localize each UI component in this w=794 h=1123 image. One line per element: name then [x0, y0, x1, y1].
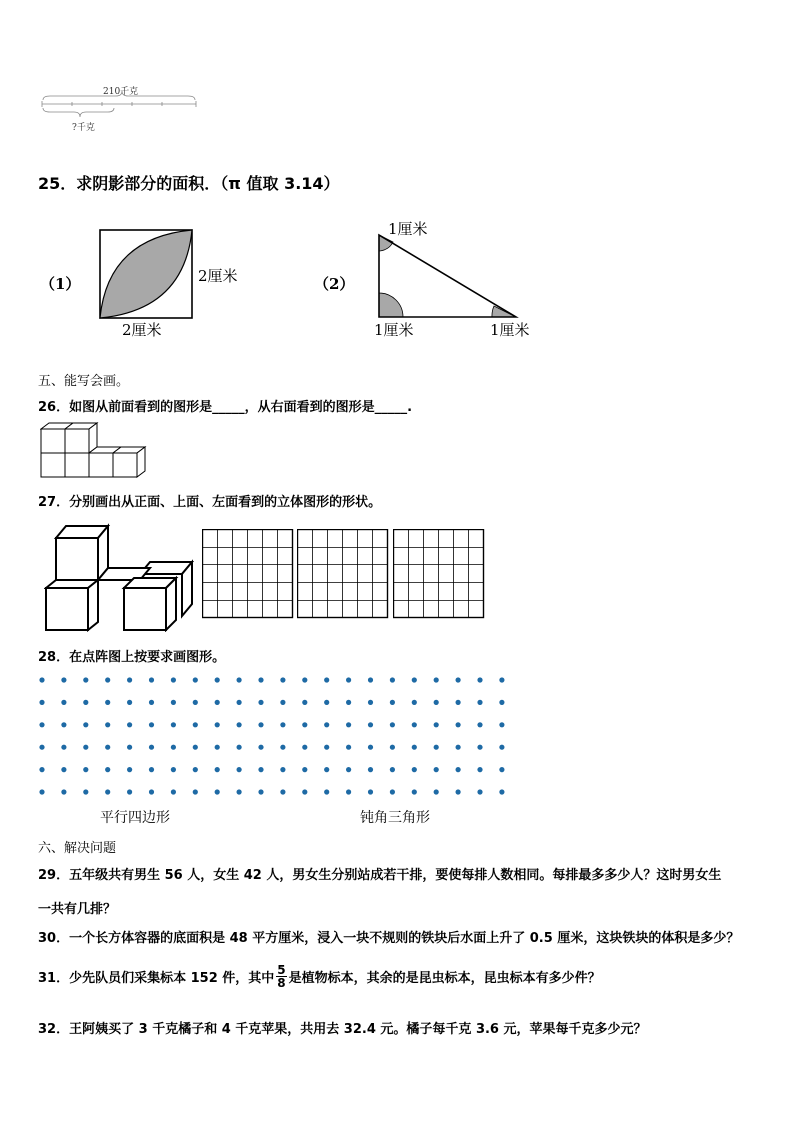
grid-dot	[412, 767, 417, 772]
grid-dot	[302, 677, 307, 682]
q28-label-parallelogram: 平行四边形	[100, 810, 170, 826]
grid-dot	[258, 722, 263, 727]
grid-dot	[127, 745, 132, 750]
grid-dot	[39, 767, 44, 772]
grid-dot	[412, 745, 417, 750]
grid-dot	[215, 745, 220, 750]
grid-dot	[346, 745, 351, 750]
grid-dot	[39, 745, 44, 750]
section5-heading: 五、能写会画。	[38, 374, 130, 389]
q28-label-obtuse-triangle: 钝角三角形	[360, 810, 430, 826]
grid-dot	[61, 789, 66, 794]
grid-dot	[499, 700, 504, 705]
grid-dot	[171, 789, 176, 794]
grid-dot	[127, 767, 132, 772]
grid-dot	[456, 789, 461, 794]
q31-fraction-denominator: 8	[277, 976, 286, 990]
grid-dot	[434, 745, 439, 750]
q28-text: 28．在点阵图上按要求画图形。	[38, 650, 226, 665]
grid-dot	[171, 677, 176, 682]
grid-dot	[149, 745, 154, 750]
grid-dot	[368, 745, 373, 750]
grid-dot	[368, 767, 373, 772]
grid-dot	[302, 745, 307, 750]
grid-dot	[302, 722, 307, 727]
grid-dot	[193, 745, 198, 750]
grid-dot	[39, 789, 44, 794]
grid-dot	[61, 677, 66, 682]
q31-fraction-numerator: 5	[277, 963, 286, 977]
grid-dot	[456, 677, 461, 682]
q27-grid-top	[297, 529, 389, 619]
grid-dot	[39, 722, 44, 727]
q25-figure-2	[376, 228, 521, 320]
grid-dot	[237, 767, 242, 772]
grid-dot	[193, 767, 198, 772]
grid-dot	[193, 722, 198, 727]
q27-grid-left	[393, 529, 485, 619]
grid-dot	[105, 767, 110, 772]
grid-dot	[171, 745, 176, 750]
grid-dot	[390, 789, 395, 794]
grid-dot	[477, 677, 482, 682]
grid-dot	[127, 700, 132, 705]
grid-dot	[434, 767, 439, 772]
grid-dot	[368, 700, 373, 705]
q31-text	[38, 964, 601, 989]
grid-dot	[83, 789, 88, 794]
grid-dot	[434, 722, 439, 727]
grid-dot	[499, 789, 504, 794]
grid-dot	[215, 677, 220, 682]
q29-line1: 29．五年级共有男生 56 人，女生 42 人，男女生分别站成若干排，要使每排人数相同。每排最多多少人？这时男女生	[38, 868, 722, 883]
grid-dot	[390, 745, 395, 750]
grid-dot	[149, 767, 154, 772]
q31-text-before: 31．少先队员们采集标本 152 件，其中	[38, 971, 275, 986]
bar-top-label: 210千克	[103, 87, 139, 97]
grid-dot	[280, 700, 285, 705]
grid-dot	[237, 722, 242, 727]
q29-line2: 一共有几排？	[38, 902, 117, 917]
grid-dot	[280, 722, 285, 727]
grid-dot	[237, 789, 242, 794]
q31-fraction	[276, 964, 286, 989]
grid-dot	[83, 677, 88, 682]
grid-dot	[499, 745, 504, 750]
grid-dot	[434, 677, 439, 682]
grid-dot	[215, 722, 220, 727]
q25-fig1-side-label: 2厘米	[198, 267, 238, 285]
grid-dot	[39, 700, 44, 705]
grid-dot	[477, 789, 482, 794]
grid-dot	[324, 700, 329, 705]
grid-dot	[346, 789, 351, 794]
grid-dot	[434, 700, 439, 705]
grid-dot	[149, 700, 154, 705]
grid-dot	[61, 700, 66, 705]
grid-dot	[258, 745, 263, 750]
grid-dot	[237, 677, 242, 682]
q27-text: 27．分别画出从正面、上面、左面看到的立体图形的形状。	[38, 495, 382, 510]
grid-dot	[127, 722, 132, 727]
grid-dot	[412, 789, 417, 794]
q25-fig2-bottom-right-label: 1厘米	[490, 321, 530, 339]
grid-dot	[477, 700, 482, 705]
grid-dot	[105, 722, 110, 727]
q25-fig2-top-label: 1厘米	[388, 220, 428, 238]
q31-text-after: 是植物标本，其余的是昆虫标本，昆虫标本有多少件？	[288, 971, 601, 986]
grid-dot	[280, 789, 285, 794]
grid-dot	[127, 789, 132, 794]
grid-dot	[280, 677, 285, 682]
grid-dot	[346, 722, 351, 727]
grid-dot	[390, 700, 395, 705]
grid-dot	[324, 789, 329, 794]
grid-dot	[302, 767, 307, 772]
grid-dot	[237, 745, 242, 750]
grid-dot	[477, 722, 482, 727]
grid-dot	[324, 722, 329, 727]
grid-dot	[412, 700, 417, 705]
grid-dot	[456, 767, 461, 772]
grid-dot	[456, 745, 461, 750]
q26-text: 26．如图从前面看到的图形是_____，从右面看到的图形是_____.	[38, 400, 413, 415]
grid-dot	[302, 700, 307, 705]
grid-dot	[477, 767, 482, 772]
q25-fig2-label: （2）	[314, 275, 355, 293]
q25-fig2-bottom-left-label: 1厘米	[374, 321, 414, 339]
grid-dot	[390, 767, 395, 772]
q27-grid-front	[202, 529, 294, 619]
grid-dot	[105, 700, 110, 705]
grid-dot	[258, 677, 263, 682]
grid-dot	[61, 722, 66, 727]
grid-dot	[105, 789, 110, 794]
grid-dot	[324, 767, 329, 772]
section6-heading: 六、解决问题	[38, 841, 117, 856]
grid-dot	[193, 789, 198, 794]
grid-dot	[258, 767, 263, 772]
grid-dot	[83, 722, 88, 727]
grid-dot	[456, 722, 461, 727]
grid-dot	[258, 789, 263, 794]
grid-dot	[83, 767, 88, 772]
grid-dot	[215, 767, 220, 772]
q26-cubes-figure	[40, 421, 150, 481]
grid-dot	[390, 677, 395, 682]
grid-dot	[280, 745, 285, 750]
grid-dot	[61, 767, 66, 772]
grid-dot	[171, 722, 176, 727]
grid-dot	[61, 745, 66, 750]
grid-dot	[171, 700, 176, 705]
grid-dot	[390, 722, 395, 727]
grid-dot	[302, 789, 307, 794]
grid-dot	[83, 700, 88, 705]
grid-dot	[412, 722, 417, 727]
grid-dot	[434, 789, 439, 794]
grid-dot	[127, 677, 132, 682]
grid-dot	[324, 745, 329, 750]
grid-dot	[499, 677, 504, 682]
grid-dot	[215, 700, 220, 705]
grid-dot	[258, 700, 263, 705]
grid-dot	[346, 677, 351, 682]
q27-solid-figure	[44, 522, 194, 632]
grid-dot	[149, 677, 154, 682]
grid-dot	[368, 677, 373, 682]
grid-dot	[499, 767, 504, 772]
grid-dot	[280, 767, 285, 772]
grid-dot	[412, 677, 417, 682]
grid-dot	[368, 722, 373, 727]
grid-dot	[456, 700, 461, 705]
grid-dot	[368, 789, 373, 794]
grid-dot	[105, 677, 110, 682]
q30-text: 30．一个长方体容器的底面积是 48 平方厘米，浸入一块不规则的铁块后水面上升了 0.5 厘米，这块铁块的体积是多少？	[38, 931, 740, 946]
q25-title: 25．求阴影部分的面积．（π 值取 3.14）	[38, 174, 340, 193]
grid-dot	[39, 677, 44, 682]
grid-dot	[83, 745, 88, 750]
grid-dot	[149, 722, 154, 727]
grid-dot	[499, 722, 504, 727]
grid-dot	[193, 700, 198, 705]
q25-fig1-bottom-label: 2厘米	[122, 321, 162, 339]
grid-dot	[346, 767, 351, 772]
grid-dot	[215, 789, 220, 794]
grid-dot	[105, 745, 110, 750]
q25-figure-1	[98, 228, 196, 320]
grid-dot	[149, 789, 154, 794]
grid-dot	[477, 745, 482, 750]
grid-dot	[346, 700, 351, 705]
grid-dot	[193, 677, 198, 682]
q28-dot-grid	[36, 676, 516, 796]
grid-dot	[171, 767, 176, 772]
grid-dot	[324, 677, 329, 682]
bar-bottom-label: ?千克	[72, 123, 95, 133]
q25-fig1-label: （1）	[40, 275, 81, 293]
q32-text: 32．王阿姨买了 3 千克橘子和 4 千克苹果，共用去 32.4 元。橘子每千克 3.6 元，苹果每千克多少元？	[38, 1022, 647, 1037]
grid-dot	[237, 700, 242, 705]
